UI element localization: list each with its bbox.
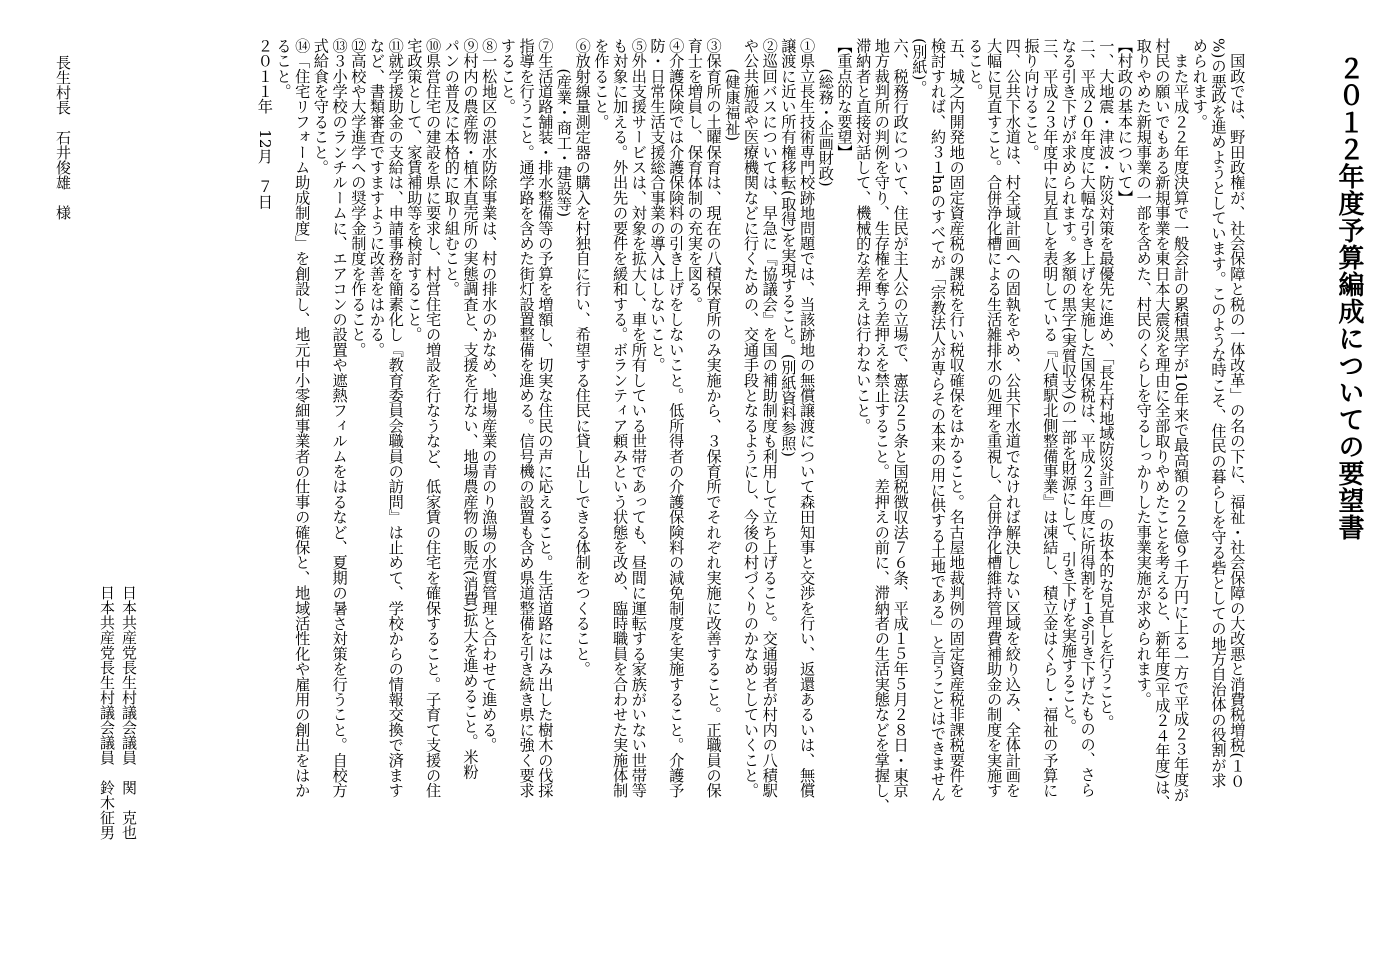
text-column: 【重点的な要望】 [835,38,854,160]
text-column: ること。 [274,38,293,99]
text-column: ⑧一松地区の湛水防除事業は、村の排水のかなめ、地場産業の青のり漁場の水質管理と合わせて進める。 [480,38,499,753]
text-column: 【村政の基本について】 [1116,38,1134,206]
text-column: ⑥放射線量測定器の購入を村独自に行い、希望する住民に貸し出しできる体制をつくること。 [573,38,592,677]
text-column: ⑬３小学校のランチルームに、エアコンの設置や遮熱フィルムをはるなど、夏期の暑さ対策を行うこと。自校方 [330,38,349,798]
text-column: ⑫高校や大学進学への奨学金制度を作ること。 [349,38,368,358]
text-column: ２０１１年 12月 ７日 [255,38,274,210]
text-column: ④介護保険では介護保険料の引き上げをしないこと。低所得者の介護保険料の減免制度を実施すること。介護予 [667,38,686,798]
text-column: ⑪就学援助金の支給は、申請事務を簡素化し『教育委員会職員の訪問』は止めて、学校からの情報交換で済ます [386,38,405,798]
text-column: 防・日常生活支援総合事業の導入はしないこと。 [648,38,667,373]
text-column: ⑤外出支援サービスは、対象を拡大し、車を所有している世帯であっても、昼間に運転する家族がいない世帯等 [629,38,648,798]
text-column: 国政では、野田政権が、社会保障と税の一体改革」の名の下に、福祉・社会保障の大改悪と消費税増税(１０ [1228,38,1247,789]
text-column: 大幅に見直すこと。合併浄化槽による生活雑排水の処理を重視し、合併浄化槽維持管理費補助金の制度を実施す [985,38,1004,798]
text-column: また平成２２年度決算で一般会計の累積黒字が10年来で最高額の２２億９千万円に上る一方で平成２３年度が [1172,38,1191,803]
text-column: ること。 [966,38,985,99]
text-column: 一、大地震・津波・防災対策を最優先に進め、「長生村地域防災計画」の抜本的な見直しを行うこと。 [1097,38,1116,730]
text-column: 育士を増員し、保育体制の充実を図る。 [685,38,704,312]
text-column: %)の悪政を進めようとしています。このような時こそ、住民の暮らしを守る砦としての地方自治体の役割が求 [1209,38,1228,788]
document-title: ２０１２年度予算編成についての要望書 [1334,55,1364,541]
text-column: や公共施設や医療機関などに行くための、交通手段となるようにし、今後の村づくりのかなめとしていくこと。 [742,38,760,798]
text-column: 式給食を守ること。 [311,38,330,175]
text-column: 五、城之内開発地の固定資産税の課税を行い税収確保をはかること。名古屋地裁判例の固定資産税非課税要件を [947,38,966,798]
text-column: められます。 [1190,38,1209,130]
text-column: ⑦生活道路舗装・排水整備等の予算を増額し、切実な住民の声に応えること。生活道路にはみ出した樹木の伐採 [536,38,555,798]
text-column: ②巡回バスについては、早急に『協議会』を国の補助制度も利用して立ち上げること。交通弱者が村内の八積駅 [760,38,779,798]
text-column: 二、平成２０年度に大幅な引き上げを実施した国保税は、平成２３年度に所得割を１%引き下げたものの、さら [1078,38,1097,798]
text-column: 宅政策として、家賃補助等を検討すること。 [405,38,424,342]
text-column: ⑨村内の農産物・植木直売所の実態調査と、支援を行ない、地場農産物の販売(消費)拡大を進めること。米粉 [461,38,480,780]
text-column: 四、公共下水道は、村全域計画への固執をやめ、公共下水道でなければ解決しない区域を絞り込み、全体計画を [1003,38,1022,798]
text-column: (健康福祉) [723,38,742,142]
text-column: 取りやめた新規事業の一部を含めた、村民のくらしを守るしっかりした事業実施が求められます。 [1134,38,1153,707]
signer-2: 日本共産党長生村議会議員 鈴木征男 [98,585,116,840]
text-column: も対象に加える。外出先の要件を緩和する。ボランティア頼みという状態を改め、臨時職員を合わせた実施体制 [611,38,630,798]
text-column: 譲渡に近い所有権移転(取得)を実現すること。(別紙資料参照) [779,38,798,457]
text-column: (総務・企画財政) [816,38,835,187]
text-column: 六、税務行政について、住民が主人公の立場で、憲法２５条と国税徴収法７６条、平成１５年５月２８日・東京 [891,38,910,798]
text-column: 検討すれば、約３１haのすべてが「宗教法人が専らその本来の用に供する土地である」と言うことはできません [929,38,947,802]
text-column: すること。 [498,38,517,114]
addressee: 長生村長 石井俊雄 様 [54,55,72,220]
text-column: 振り向けること。 [1022,38,1041,160]
text-column: ①県立長生技術専門校跡地問題では、当該跡地の無償譲渡について森田知事と交渉を行い、返還あるいは、無償 [798,38,817,798]
text-column: (別紙)。 [910,38,929,96]
text-column: 指導を行うこと。通学路を含めた街灯設置整備を進める。信号機の設置も含め県道整備を引き続き県に強く要求 [517,38,536,798]
text-column: 滞納者と直接対話して、機械的な差押えは行わないこと。 [854,38,873,434]
text-column: パンの普及に本格的に取り組むこと。 [442,38,461,297]
text-column: (産業・商工・建設等) [555,38,573,218]
signer-1: 日本共産党長生村議会議員 関 克也 [120,585,138,840]
text-column: ⑭「住宅リフォーム助成制度」を創設し、地元中小零細事業者の仕事の確保と、地域活性化や雇用の創出をはか [293,38,312,798]
text-column: ③保育所の土曜保育は、現在の八積保育所のみ実施から、３保育所でそれぞれ実施に改善すること。正職員の保 [704,38,723,798]
text-column: 地方裁判所の判例を守り、生存権を奪う差押えを禁止すること。差押えの前に、滞納者の生活実態などを掌握し、 [872,38,891,814]
text-column: 村民の願いでもある新規事業を東日本大震災を理由に全部取りやめたことを考えると、新年度(平成２４年度)は、 [1153,38,1172,810]
text-column: なる引き下げが求められます。多額の黒字(実質収支)の一部を財源にして、引き下げを実施すること。 [1059,38,1078,734]
text-column: など、書類審査ですますように改善をはかる。 [368,38,386,358]
text-column: を作ること。 [592,38,611,130]
text-column: ⑩県営住宅の建設を県に要求し、村営住宅の増設を行なうなど、低家賃の住宅を確保すること。子育て支援の住 [424,38,443,798]
text-column: 三、平成２３年度中に見直しを表明している『八積駅北側整備事業』は凍結し、積立金はくらし・福祉の予算に [1041,38,1060,798]
